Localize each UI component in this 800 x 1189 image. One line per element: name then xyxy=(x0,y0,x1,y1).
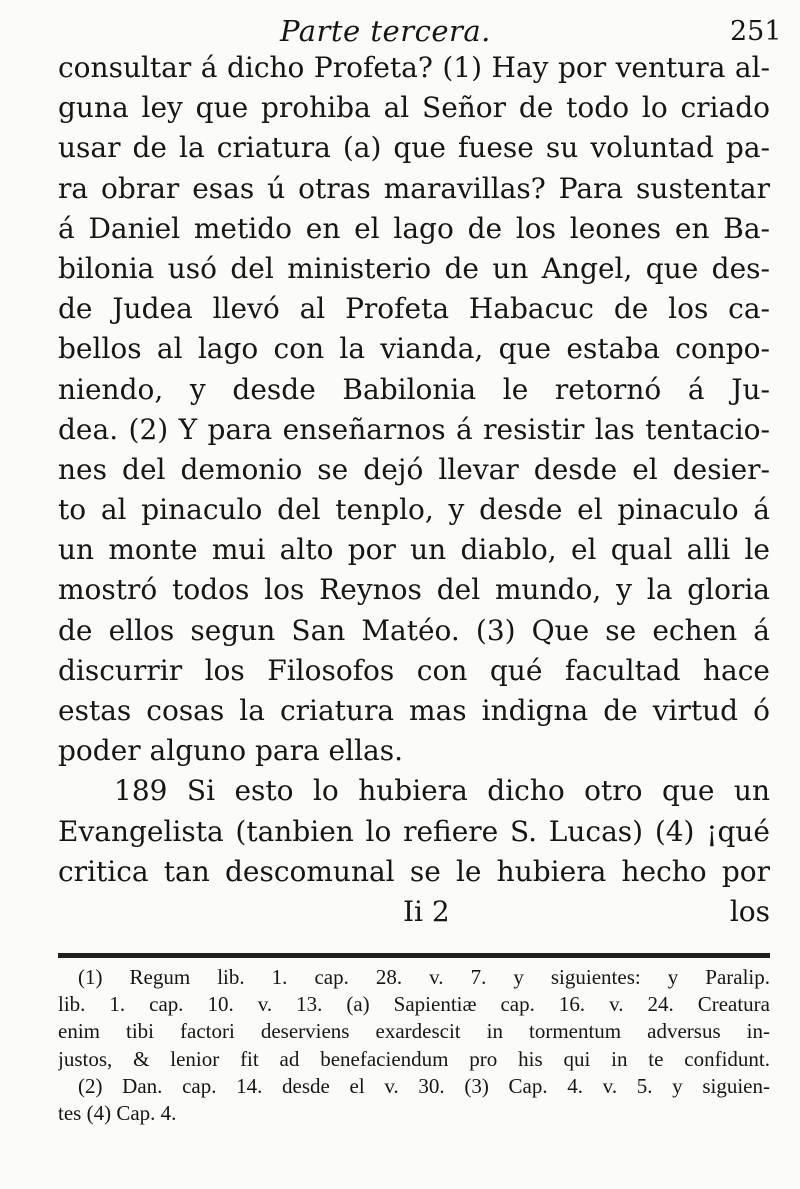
footnote-line: (1) Regum lib. 1. cap. 28. v. 7. y siguientes: y Paralip. xyxy=(78,965,770,989)
text-line: mostró todos los Reynos del mundo, y la gloria xyxy=(58,573,770,607)
body-text xyxy=(58,48,770,932)
text-line: discurrir los Filosofos con qué facultad hace xyxy=(58,653,770,687)
text-line: usar de la criatura (a) que fuese su voluntad pa- xyxy=(58,131,770,165)
text-line: ra obrar esas ú otras maravillas? Para sustentar xyxy=(58,171,770,205)
signature-mark: Ii 2 xyxy=(403,894,450,928)
text-line: niendo, y desde Babilonia le retornó á Ju- xyxy=(58,372,770,406)
paragraph-189-line: 189 Si esto lo hubiera dicho otro que un xyxy=(114,774,770,808)
text-line: consultar á dicho Profeta? (1) Hay por ventura al- xyxy=(58,51,770,84)
footnote-line: tes (4) Cap. 4. xyxy=(58,1100,177,1125)
text-line: estas cosas la criatura mas indigna de virtud ó xyxy=(58,694,770,727)
text-line: á Daniel metido en el lago de los leones en Ba- xyxy=(58,211,770,245)
footnote-line: justos, & lenior fit ad benefaciendum pro his qui in te confidunt. xyxy=(58,1046,770,1071)
text-line: nes del demonio se dejó llevar desde el desier- xyxy=(58,452,770,486)
text-line: bilonia usó del ministerio de un Angel, que des- xyxy=(58,251,770,285)
text-line: to al pinaculo del tenplo, y desde el pinaculo á xyxy=(58,493,770,527)
catchword: los xyxy=(729,894,770,928)
text-line: de Judea llevó al Profeta Habacuc de los ca- xyxy=(58,292,770,326)
footnotes xyxy=(58,964,770,1127)
footnote-line: (2) Dan. cap. 14. desde el v. 30. (3) Cap. 4. v. 5. y siguien- xyxy=(78,1073,770,1098)
signature-line xyxy=(58,892,770,932)
footnote-divider xyxy=(58,953,770,958)
page-number: 251 xyxy=(730,16,782,47)
footnote-line: lib. 1. cap. 10. v. 13. (a) Sapientiæ cap. 16. v. 24. Creatura xyxy=(58,992,770,1017)
footnote-line: enim tibi factori deserviens exardescit in tormentum adversus in- xyxy=(58,1019,770,1044)
text-line: dea. (2) Y para enseñarnos á resistir las tentacio- xyxy=(58,412,770,446)
text-line: bellos al lago con la vianda, que estaba conpo- xyxy=(58,332,770,366)
text-line: un monte mui alto por un diablo, el qual alli le xyxy=(58,533,770,567)
paragraph-189-line: Evangelista (tanbien lo refiere S. Lucas) (4) ¡qué xyxy=(58,814,770,848)
text-line: de ellos segun San Matéo. (3) Que se echen á xyxy=(58,613,770,647)
text-line: poder alguno para ellas. xyxy=(58,734,403,768)
text-line: guna ley que prohiba al Señor de todo lo criado xyxy=(58,91,770,125)
paragraph-189-line: critica tan descomunal se le hubiera hecho por xyxy=(58,854,770,888)
running-title: Parte tercera. xyxy=(280,14,491,48)
